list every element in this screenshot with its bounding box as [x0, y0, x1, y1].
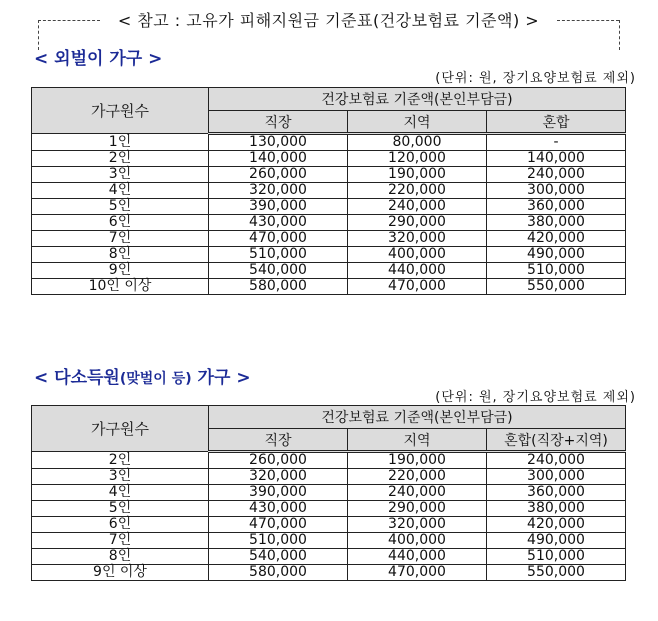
regional-cell: 400,000	[348, 247, 487, 263]
table-row	[32, 452, 626, 469]
table-row	[32, 199, 626, 215]
workplace-cell: 390,000	[209, 199, 348, 215]
regional-cell: 120,000	[348, 151, 487, 167]
household-cell: 7인	[32, 231, 209, 247]
mixed-cell: 140,000	[487, 151, 626, 167]
household-cell: 2인	[32, 151, 209, 167]
table-row	[32, 183, 626, 199]
household-cell: 4인	[32, 485, 209, 501]
mixed-cell: 420,000	[487, 517, 626, 533]
household-cell: 6인	[32, 215, 209, 231]
mixed-cell: 510,000	[487, 263, 626, 279]
workplace-cell: 430,000	[209, 501, 348, 517]
regional-cell: 290,000	[348, 501, 487, 517]
header-mixed: 혼합	[487, 111, 626, 134]
household-cell: 3인	[32, 167, 209, 183]
workplace-cell: 510,000	[209, 247, 348, 263]
table-row	[32, 533, 626, 549]
table-row	[32, 469, 626, 485]
workplace-cell: 470,000	[209, 231, 348, 247]
regional-cell: 320,000	[348, 231, 487, 247]
household-cell: 9인	[32, 263, 209, 279]
header-regional: 지역	[348, 429, 487, 452]
workplace-cell: 130,000	[209, 134, 348, 151]
workplace-cell: 510,000	[209, 533, 348, 549]
household-cell: 6인	[32, 517, 209, 533]
section-title-prefix: < 다소득원	[34, 368, 120, 388]
household-cell: 4인	[32, 183, 209, 199]
regional-cell: 470,000	[348, 279, 487, 295]
unit-note-single-income: (단위: 원, 장기요양보험료 제외)	[435, 71, 636, 86]
table-single-income	[31, 87, 626, 295]
workplace-cell: 320,000	[209, 469, 348, 485]
header-workplace: 직장	[209, 429, 348, 452]
mixed-cell: 550,000	[487, 565, 626, 581]
mixed-cell: 240,000	[487, 452, 626, 469]
frame-top-rule-left	[38, 20, 100, 21]
mixed-cell: 360,000	[487, 485, 626, 501]
frame-top-rule-right	[557, 20, 619, 21]
workplace-cell: 320,000	[209, 183, 348, 199]
regional-cell: 290,000	[348, 215, 487, 231]
section-title-single-income: < 외벌이 가구 >	[34, 49, 163, 69]
header-household: 가구원수	[32, 406, 209, 452]
household-cell: 10인 이상	[32, 279, 209, 295]
regional-cell: 80,000	[348, 134, 487, 151]
regional-cell: 190,000	[348, 452, 487, 469]
household-cell: 3인	[32, 469, 209, 485]
household-cell: 8인	[32, 549, 209, 565]
table-row	[32, 231, 626, 247]
table-row	[32, 215, 626, 231]
regional-cell: 470,000	[348, 565, 487, 581]
household-cell: 7인	[32, 533, 209, 549]
workplace-cell: 140,000	[209, 151, 348, 167]
header-group: 건강보험료 기준액(본인부담금)	[209, 88, 626, 111]
mixed-cell: 490,000	[487, 533, 626, 549]
workplace-cell: 390,000	[209, 485, 348, 501]
regional-cell: 240,000	[348, 485, 487, 501]
reference-title: < 참고 : 고유가 피해지원금 기준표(건강보험료 기준액) >	[117, 11, 540, 30]
workplace-cell: 260,000	[209, 452, 348, 469]
mixed-cell: 420,000	[487, 231, 626, 247]
table-body	[32, 452, 626, 581]
household-cell: 2인	[32, 452, 209, 469]
mixed-cell: 360,000	[487, 199, 626, 215]
table-row	[32, 247, 626, 263]
mixed-cell: 240,000	[487, 167, 626, 183]
household-cell: 5인	[32, 501, 209, 517]
header-household: 가구원수	[32, 88, 209, 134]
header-group: 건강보험료 기준액(본인부담금)	[209, 406, 626, 429]
table-row	[32, 263, 626, 279]
household-cell: 9인 이상	[32, 565, 209, 581]
mixed-cell: 510,000	[487, 549, 626, 565]
table-multi-income	[31, 405, 626, 581]
table-row	[32, 151, 626, 167]
mixed-cell: 550,000	[487, 279, 626, 295]
regional-cell: 320,000	[348, 517, 487, 533]
section-title-multi-income	[34, 363, 251, 388]
table-row	[32, 549, 626, 565]
regional-cell: 240,000	[348, 199, 487, 215]
frame-side-right	[619, 20, 620, 50]
table-row	[32, 279, 626, 295]
table-row	[32, 134, 626, 151]
section-title-suffix: 가구 >	[191, 368, 251, 388]
unit-note-multi-income: (단위: 원, 장기요양보험료 제외)	[435, 390, 636, 405]
workplace-cell: 470,000	[209, 517, 348, 533]
regional-cell: 220,000	[348, 183, 487, 199]
table-row	[32, 167, 626, 183]
mixed-cell: 380,000	[487, 215, 626, 231]
regional-cell: 220,000	[348, 469, 487, 485]
regional-cell: 440,000	[348, 549, 487, 565]
mixed-cell: -	[487, 134, 626, 151]
mixed-cell: 300,000	[487, 183, 626, 199]
table-row	[32, 485, 626, 501]
workplace-cell: 580,000	[209, 279, 348, 295]
regional-cell: 440,000	[348, 263, 487, 279]
mixed-cell: 380,000	[487, 501, 626, 517]
regional-cell: 190,000	[348, 167, 487, 183]
workplace-cell: 540,000	[209, 549, 348, 565]
workplace-cell: 260,000	[209, 167, 348, 183]
workplace-cell: 580,000	[209, 565, 348, 581]
regional-cell: 400,000	[348, 533, 487, 549]
table-body	[32, 134, 626, 295]
header-mixed: 혼합(직장+지역)	[487, 429, 626, 452]
table-row	[32, 565, 626, 581]
mixed-cell: 300,000	[487, 469, 626, 485]
section-title-small: (맞벌이 등)	[119, 371, 192, 387]
table-row	[32, 517, 626, 533]
header-workplace: 직장	[209, 111, 348, 134]
mixed-cell: 490,000	[487, 247, 626, 263]
workplace-cell: 430,000	[209, 215, 348, 231]
workplace-cell: 540,000	[209, 263, 348, 279]
table-row	[32, 501, 626, 517]
household-cell: 5인	[32, 199, 209, 215]
household-cell: 1인	[32, 134, 209, 151]
header-regional: 지역	[348, 111, 487, 134]
household-cell: 8인	[32, 247, 209, 263]
